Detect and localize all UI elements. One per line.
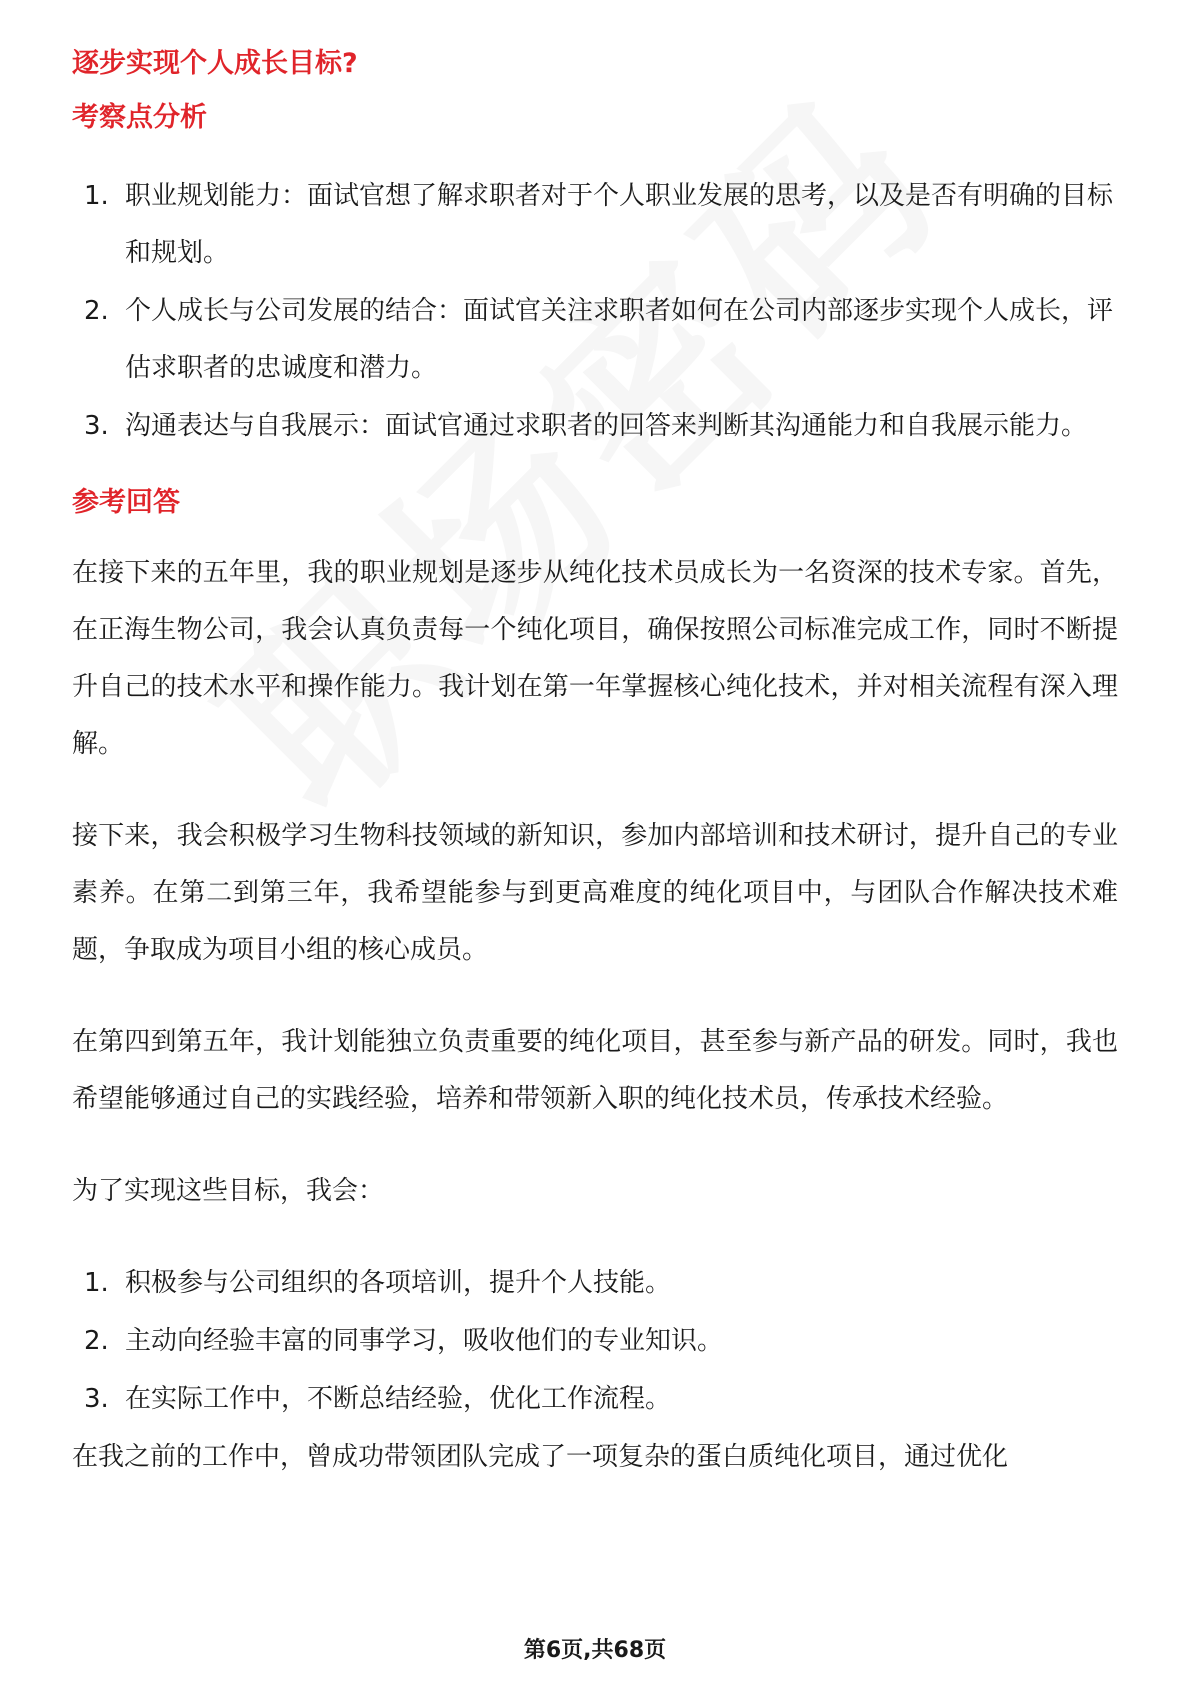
page-content [72, 44, 1118, 1521]
list-number: 3. [84, 1384, 109, 1414]
analysis-list [72, 168, 1118, 455]
list-number: 1. [84, 1268, 109, 1298]
list-item [72, 1371, 1118, 1428]
list-item-text: 职业规划能力：面试官想了解求职者对于个人职业发展的思考，以及是否有明确的目标和规划。 [125, 181, 1114, 268]
steps-list [72, 1255, 1118, 1428]
list-item-text: 主动向经验丰富的同事学习，吸收他们的专业知识。 [125, 1326, 724, 1356]
list-item-text: 积极参与公司组织的各项培训，提升个人技能。 [125, 1268, 672, 1298]
closing-paragraph: 在我之前的工作中，曾成功带领团队完成了一项复杂的蛋白质纯化项目，通过优化 [72, 1442, 1009, 1472]
list-item-text: 个人成长与公司发展的结合：面试官关注求职者如何在公司内部逐步实现个人成长，评估求职者的忠诚度和潜力。 [125, 296, 1114, 383]
list-item [72, 1313, 1118, 1370]
answer-paragraph: 接下来，我会积极学习生物科技领域的新知识，参加内部培训和技术研讨，提升自己的专业素养。在第二到第三年，我希望能参与到更高难度的纯化项目中，与团队合作解决技术难题，争取成为项目小组的核心成员。 [72, 821, 1118, 965]
list-item [72, 398, 1118, 455]
list-number: 1. [84, 181, 109, 211]
list-item [72, 1255, 1118, 1312]
answer-paragraph: 为了实现这些目标，我会： [72, 1176, 385, 1206]
list-item-text: 在实际工作中，不断总结经验，优化工作流程。 [125, 1384, 672, 1414]
answer-heading: 参考回答 [72, 487, 180, 518]
answer-paragraph: 在接下来的五年里，我的职业规划是逐步从纯化技术员成长为一名资深的技术专家。首先，在正海生物公司，我会认真负责每一个纯化项目，确保按照公司标准完成工作，同时不断提升自己的技术水平和操作能力。我计划在第一年掌握核心纯化技术，并对相关流程有深入理解。 [72, 558, 1118, 759]
question-title: 逐步实现个人成长目标? [72, 48, 358, 79]
analysis-heading: 考察点分析 [72, 102, 207, 133]
page-footer: 第6页,共68页 [523, 1638, 667, 1663]
list-item [72, 283, 1118, 397]
list-number: 3. [84, 411, 109, 441]
answer-paragraph: 在第四到第五年，我计划能独立负责重要的纯化项目，甚至参与新产品的研发。同时，我也希望能够通过自己的实践经验，培养和带领新入职的纯化技术员，传承技术经验。 [72, 1027, 1118, 1114]
list-number: 2. [84, 296, 109, 326]
list-item-text: 沟通表达与自我展示：面试官通过求职者的回答来判断其沟通能力和自我展示能力。 [125, 411, 1088, 441]
list-item [72, 168, 1118, 282]
list-number: 2. [84, 1326, 109, 1356]
